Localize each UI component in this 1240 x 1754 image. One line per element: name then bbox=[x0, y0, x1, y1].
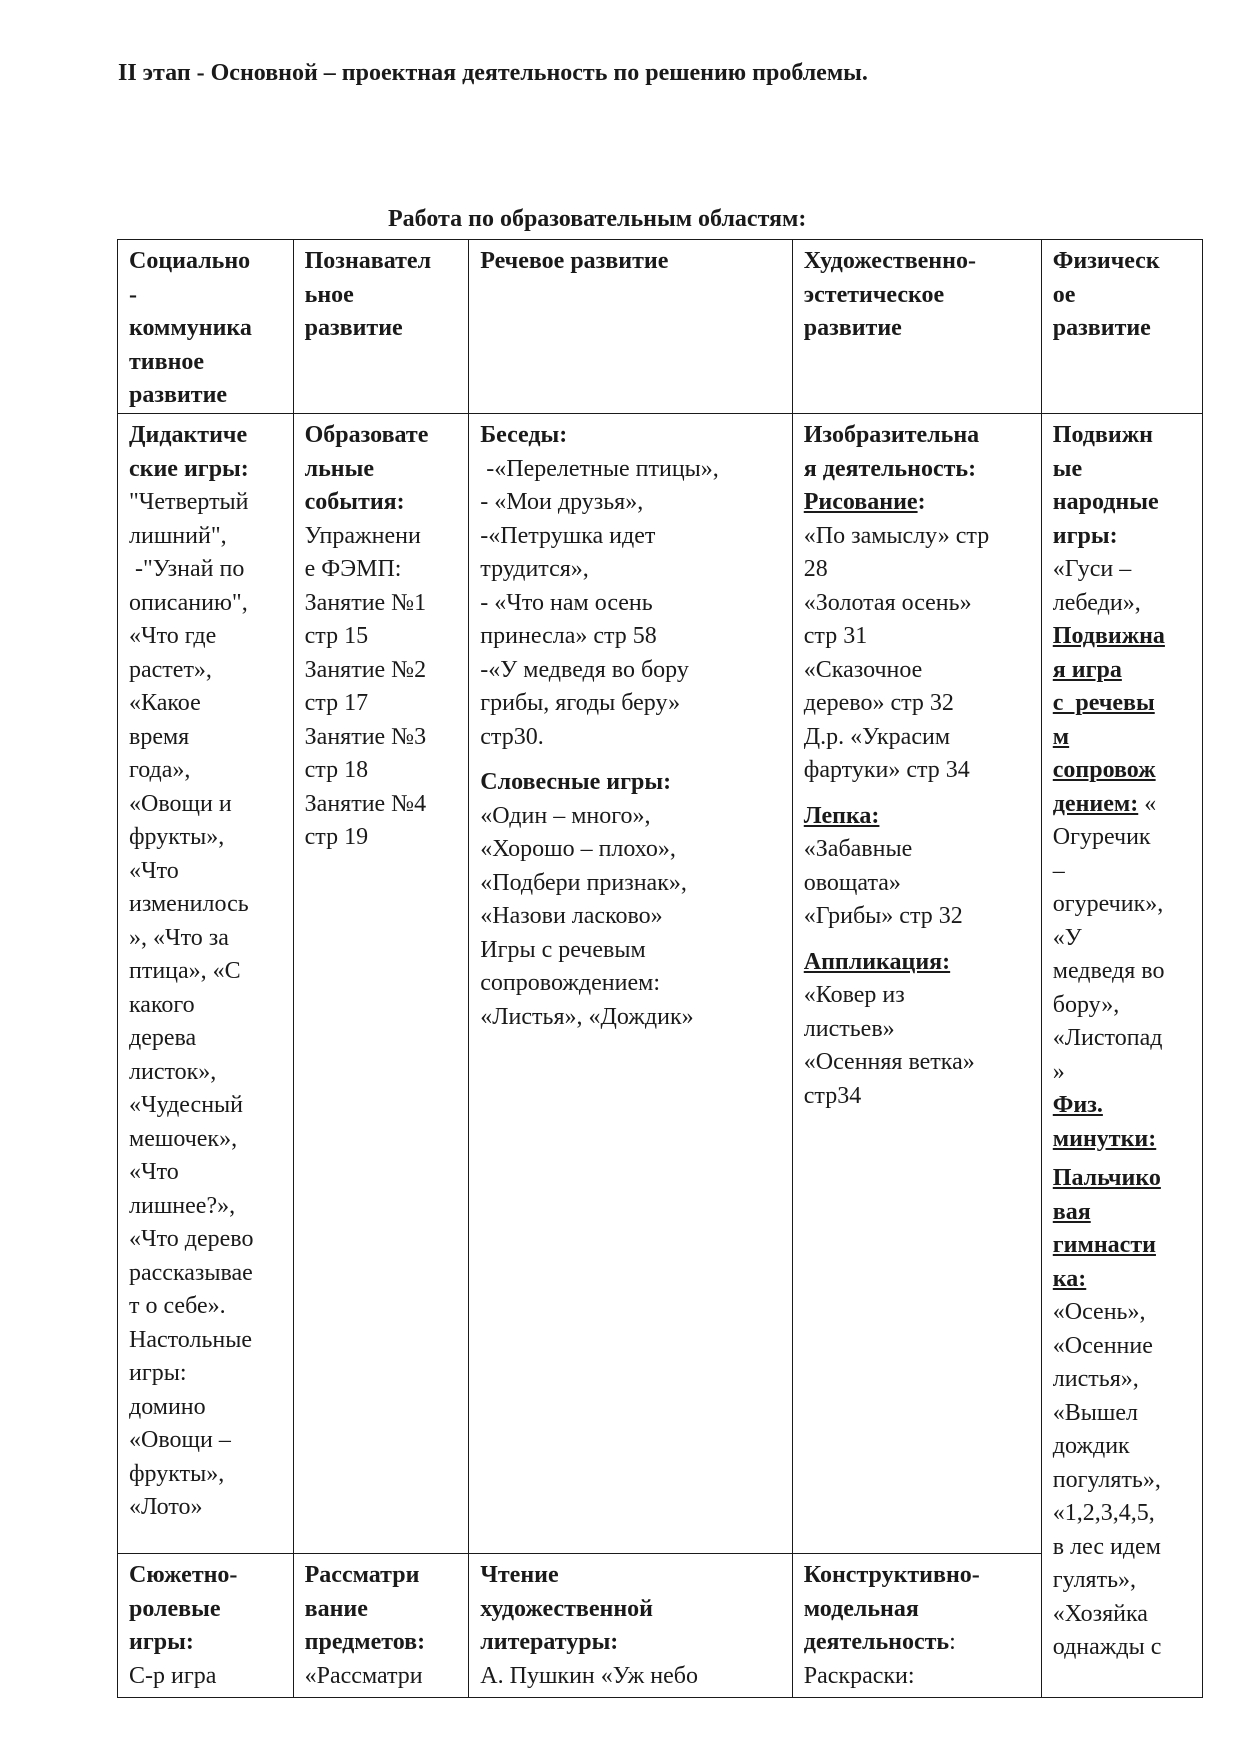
spacer bbox=[804, 934, 1033, 946]
cell-line: стр30. bbox=[480, 723, 544, 750]
cell-subheading: с речевы bbox=[1052, 690, 1155, 716]
cell-physical-main bbox=[1041, 414, 1202, 1698]
cell-heading: события: bbox=[304, 489, 405, 515]
cell-line: «Назови ласково» bbox=[480, 903, 663, 929]
cell-line: фартуки» стр 34 bbox=[803, 757, 970, 783]
spacer bbox=[804, 788, 1033, 800]
cell-line: растет», bbox=[129, 656, 212, 683]
cell-subheading: вая bbox=[1052, 1198, 1091, 1225]
cell-cognitive-bottom bbox=[293, 1554, 469, 1698]
cell-line: года», bbox=[129, 757, 191, 783]
cell-line: описанию", bbox=[129, 589, 248, 616]
table-bottom-row bbox=[118, 1554, 1203, 1698]
cell-heading: ские игры: bbox=[129, 455, 249, 482]
cell-line: дерево» стр 32 bbox=[803, 690, 954, 716]
table-caption: Работа по образовательным областям: bbox=[388, 206, 807, 232]
cell-cognitive-main bbox=[293, 414, 469, 1554]
cell-line: "Четвертый bbox=[129, 489, 249, 515]
header-line: эстетическое bbox=[803, 281, 945, 308]
cell-heading: Словесные игры: bbox=[480, 769, 672, 795]
header-cognitive bbox=[293, 240, 469, 414]
cell-line: «Осень», bbox=[1052, 1299, 1146, 1325]
cell-line: листок», bbox=[129, 1058, 217, 1085]
cell-line: -"Узнай по bbox=[129, 556, 245, 582]
cell-line: «Золотая осень» bbox=[803, 589, 972, 616]
cell-subheading: минутки: bbox=[1052, 1125, 1157, 1152]
speech-games-last-line bbox=[1053, 788, 1194, 822]
cell-subheading: гимнасти bbox=[1052, 1232, 1156, 1258]
cell-line: погулять», bbox=[1052, 1466, 1161, 1493]
cell-line: медведя во bbox=[1052, 958, 1165, 984]
cell-line: Занятие №4 bbox=[304, 790, 427, 817]
cell-line: «Осенняя ветка» bbox=[803, 1049, 975, 1075]
cell-heading: вание bbox=[304, 1595, 368, 1622]
cell-line: лишний", bbox=[129, 522, 227, 549]
cell-line: «По замыслу» стр bbox=[803, 522, 990, 549]
cell-heading: предметов: bbox=[304, 1629, 426, 1655]
cell-heading: деятельность bbox=[803, 1629, 950, 1655]
cell-line: Д.р. «Украсим bbox=[803, 723, 951, 750]
cell-subheading: Пальчико bbox=[1052, 1165, 1161, 1191]
cell-line: т о себе». bbox=[129, 1293, 226, 1319]
cell-social-main bbox=[118, 414, 294, 1554]
cell-line: », «Что за bbox=[129, 924, 229, 951]
cell-heading: Сюжетно- bbox=[129, 1562, 238, 1588]
cell-subheading: сопровож bbox=[1052, 757, 1156, 783]
cell-speech-main bbox=[469, 414, 792, 1554]
cell-line: Занятие №1 bbox=[304, 589, 427, 616]
cell-line: время bbox=[129, 723, 190, 750]
cell-line: -«Перелетные птицы», bbox=[480, 455, 719, 482]
cell-line: «Гуси – bbox=[1052, 556, 1132, 582]
cell-heading: Дидактиче bbox=[129, 422, 248, 448]
cell-line: «Сказочное bbox=[803, 656, 923, 683]
cell-line: «Осенние bbox=[1052, 1332, 1153, 1359]
cell-heading: игры: bbox=[1052, 522, 1118, 549]
cell-line: «Один – много», bbox=[480, 802, 651, 829]
cell-heading: игры: bbox=[129, 1629, 194, 1655]
cell-line: сопровождением: bbox=[480, 970, 660, 996]
header-line: ьное bbox=[304, 281, 354, 308]
cell-line: птица», «С bbox=[129, 958, 241, 984]
cell-art-bottom bbox=[792, 1554, 1041, 1698]
cell-line: Занятие №2 bbox=[304, 656, 427, 683]
cell-line: Игры с речевым bbox=[480, 936, 646, 963]
cell-line: овощата» bbox=[803, 869, 901, 896]
cell-heading: льные bbox=[304, 455, 375, 482]
cell-subheading: Физ. bbox=[1052, 1092, 1103, 1118]
cell-heading: Беседы: bbox=[480, 422, 568, 448]
cell-line: стр34 bbox=[803, 1082, 862, 1109]
header-line: Физическ bbox=[1052, 248, 1160, 274]
cell-line: -«У медведя во бору bbox=[480, 656, 689, 683]
table-header-row bbox=[118, 240, 1203, 414]
cell-line: «Что дерево bbox=[129, 1226, 254, 1252]
cell-line: « bbox=[1138, 790, 1157, 817]
cell-line: «Что где bbox=[129, 623, 217, 649]
cell-line: Огуречик bbox=[1052, 824, 1151, 850]
header-line: Социально bbox=[129, 248, 251, 274]
cell-line: «Забавные bbox=[803, 836, 913, 862]
cell-line: 28 bbox=[803, 556, 828, 582]
cell-heading: модельная bbox=[803, 1595, 919, 1622]
cell-art-main bbox=[792, 414, 1041, 1554]
cell-subheading: м bbox=[1052, 723, 1070, 750]
header-line: - bbox=[129, 281, 137, 308]
cell-heading: Чтение bbox=[480, 1562, 559, 1588]
cell-line: стр 31 bbox=[803, 623, 868, 649]
cell-line: однажды с bbox=[1052, 1634, 1162, 1660]
cell-line: Раскраски: bbox=[803, 1662, 915, 1689]
cell-subheading: Аппликация: bbox=[803, 948, 951, 975]
cell-line: «Лото» bbox=[129, 1494, 203, 1520]
cell-subheading-colon: : bbox=[917, 489, 926, 515]
cell-line: Упражнени bbox=[304, 522, 421, 549]
art-bottom-heading-line bbox=[804, 1626, 1033, 1660]
cell-heading: ые bbox=[1052, 455, 1083, 482]
cell-line: мешочек», bbox=[129, 1125, 238, 1152]
cell-line: дождик bbox=[1052, 1433, 1130, 1459]
cell-line: игры: bbox=[129, 1360, 187, 1386]
cell-line: «Хозяйка bbox=[1052, 1600, 1148, 1627]
cell-line: дерева bbox=[129, 1025, 197, 1051]
cell-line: «Ковер из bbox=[803, 982, 905, 1008]
spacer bbox=[480, 754, 783, 766]
cell-line: С-р игра bbox=[129, 1662, 217, 1689]
cell-line: -«Петрушка идет bbox=[480, 522, 656, 549]
cell-heading: художественной bbox=[480, 1595, 653, 1622]
cell-line: стр 19 bbox=[304, 824, 369, 850]
cell-heading: ролевые bbox=[129, 1595, 221, 1622]
cell-heading: литературы: bbox=[480, 1629, 619, 1655]
cell-line: лебеди», bbox=[1052, 589, 1141, 616]
cell-subheading: Рисование bbox=[803, 489, 918, 515]
cell-line: какого bbox=[129, 991, 195, 1018]
cell-subheading: Подвижна bbox=[1052, 623, 1165, 649]
cell-line: «Что bbox=[129, 857, 179, 884]
cell-line: грибы, ягоды беру» bbox=[480, 690, 681, 716]
drawing-heading-line bbox=[804, 486, 1033, 520]
cell-line: бору», bbox=[1052, 991, 1120, 1018]
cell-speech-bottom bbox=[469, 1554, 792, 1698]
cell-line: домино bbox=[129, 1393, 206, 1420]
cell-line: в лес идем bbox=[1052, 1533, 1161, 1560]
cell-line: - «Что нам осень bbox=[480, 589, 653, 616]
cell-line: «Подбери признак», bbox=[480, 869, 687, 896]
cell-line: изменилось bbox=[129, 891, 249, 917]
cell-line: принесла» стр 58 bbox=[480, 623, 657, 649]
cell-line: «Грибы» стр 32 bbox=[803, 903, 963, 929]
cell-subheading: Лепка: bbox=[803, 802, 880, 829]
cell-heading: я деятельность: bbox=[803, 455, 977, 482]
cell-line: – bbox=[1052, 857, 1065, 884]
cell-heading-colon: : bbox=[949, 1629, 956, 1655]
cell-line: трудится», bbox=[480, 556, 589, 582]
cell-subheading: ка: bbox=[1052, 1265, 1087, 1292]
cell-line: А. Пушкин «Уж небо bbox=[480, 1662, 698, 1689]
cell-line: «Что bbox=[129, 1159, 179, 1185]
cell-line: листьев» bbox=[803, 1015, 895, 1042]
educational-areas-table bbox=[117, 239, 1203, 1698]
cell-social-bottom bbox=[118, 1554, 294, 1698]
cell-line: «Овощи и bbox=[129, 790, 232, 817]
cell-line: рассказывае bbox=[129, 1259, 253, 1286]
header-speech bbox=[469, 240, 792, 414]
cell-line: Настольные bbox=[129, 1326, 253, 1353]
header-social bbox=[118, 240, 294, 414]
table-main-row bbox=[118, 414, 1203, 1554]
cell-line: «Листья», «Дождик» bbox=[480, 1003, 694, 1030]
cell-heading: Конструктивно- bbox=[803, 1562, 980, 1588]
header-line: ое bbox=[1052, 281, 1076, 308]
cell-line: «Рассматри bbox=[304, 1662, 423, 1689]
cell-line: «Овощи – bbox=[129, 1427, 231, 1453]
cell-subheading: я игра bbox=[1052, 656, 1122, 683]
cell-line: фрукты», bbox=[129, 824, 225, 850]
header-art bbox=[792, 240, 1041, 414]
cell-line: «У bbox=[1052, 924, 1082, 951]
cell-line: » bbox=[1052, 1058, 1065, 1085]
cell-line: листья», bbox=[1052, 1366, 1139, 1392]
header-line: развитие bbox=[129, 382, 228, 408]
cell-line: огуречик», bbox=[1052, 891, 1164, 917]
cell-line: стр 15 bbox=[304, 623, 369, 649]
header-line: Познавател bbox=[304, 248, 432, 274]
cell-line: гулять», bbox=[1052, 1567, 1137, 1593]
cell-subheading: дением: bbox=[1052, 790, 1139, 817]
header-line: Художественно- bbox=[803, 248, 976, 274]
cell-line: е ФЭМП: bbox=[304, 556, 402, 582]
header-line: развитие bbox=[803, 315, 902, 341]
cell-heading: Рассматри bbox=[304, 1562, 420, 1588]
cell-line: «Какое bbox=[129, 690, 201, 716]
header-line: развитие bbox=[1052, 315, 1151, 341]
cell-heading: Подвижн bbox=[1052, 422, 1153, 448]
cell-heading: народные bbox=[1052, 489, 1159, 515]
cell-line: - «Мои друзья», bbox=[480, 489, 644, 515]
cell-line: фрукты», bbox=[129, 1460, 225, 1487]
cell-line: лишнее?», bbox=[129, 1192, 236, 1219]
cell-line: стр 17 bbox=[304, 690, 369, 716]
cell-heading: Изобразительна bbox=[803, 422, 980, 448]
header-line: Речевое развитие bbox=[480, 248, 669, 274]
header-line: развитие bbox=[304, 315, 403, 341]
header-physical bbox=[1041, 240, 1202, 414]
page-heading: II этап - Основной – проектная деятельность по решению проблемы. bbox=[118, 60, 868, 86]
cell-heading: Образовате bbox=[304, 422, 429, 448]
cell-line: «Хорошо – плохо», bbox=[480, 836, 676, 862]
cell-line: «Чудесный bbox=[129, 1092, 244, 1118]
cell-line: Занятие №3 bbox=[304, 723, 427, 750]
cell-line: «1,2,3,4,5, bbox=[1052, 1500, 1155, 1526]
cell-line: «Листопад bbox=[1052, 1025, 1163, 1051]
cell-line: «Вышел bbox=[1052, 1399, 1139, 1426]
header-line: коммуника bbox=[129, 315, 252, 341]
header-line: тивное bbox=[129, 348, 205, 375]
cell-line: стр 18 bbox=[304, 757, 369, 783]
